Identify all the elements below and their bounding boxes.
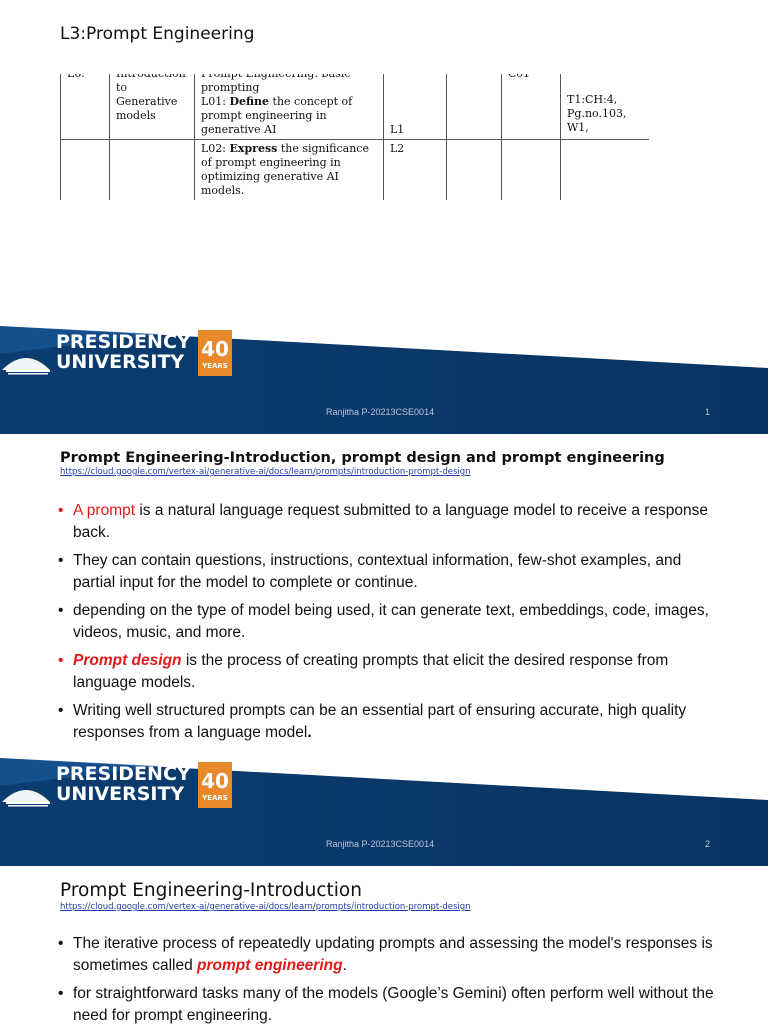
slide-title: Prompt Engineering-Introduction, prompt design and prompt engineering bbox=[60, 450, 665, 466]
logo-line2: UNIVERSITY bbox=[56, 783, 185, 805]
lo-verb: Express bbox=[229, 142, 278, 155]
university-logo bbox=[0, 326, 240, 382]
co-cell bbox=[502, 65, 561, 140]
topic-cell: to Generative models bbox=[110, 65, 195, 140]
slide-title: L3:Prompt Engineering bbox=[60, 24, 255, 44]
slide-2 bbox=[0, 434, 768, 866]
bullet-text: is a natural language request submitted to a language model to receive a response back. bbox=[73, 502, 709, 541]
content-cell bbox=[195, 65, 384, 140]
bullet-end: . bbox=[307, 723, 312, 741]
badge-word: YEARS bbox=[202, 794, 228, 802]
empty-cell bbox=[110, 140, 195, 201]
logo-line1: PRESIDENCY bbox=[56, 331, 191, 353]
badge-word: YEARS bbox=[202, 362, 228, 370]
list-item: • depending on the type of model being used, it can generate text, embeddings, code, images, videos, music, and more. bbox=[58, 602, 709, 641]
list-item: • Writing well structured prompts can be an essential part of ensuring accurate, high quality responses from a language model. bbox=[58, 702, 687, 741]
empty-cell bbox=[447, 140, 502, 201]
term-prompt: A prompt bbox=[73, 502, 136, 519]
term-prompt-engineering: prompt engineering bbox=[197, 956, 343, 974]
bullet-text: The iterative process of repeatedly updating prompts and assessing the model's responses is sometimes called bbox=[73, 935, 713, 974]
reference-cell: T1:CH:4, Pg.no.103, W1, bbox=[567, 93, 627, 134]
lo-verb: Define bbox=[229, 95, 270, 108]
reference-link[interactable]: https://cloud.google.com/vertex-ai/generative-ai/docs/learn/prompts/introduction-prompt-design bbox=[60, 467, 471, 477]
slide-3 bbox=[0, 866, 768, 1024]
crop-mask bbox=[60, 62, 650, 74]
university-logo bbox=[0, 758, 240, 814]
empty-cell bbox=[61, 140, 110, 201]
bullet-list bbox=[58, 500, 718, 750]
page-number: 1 bbox=[704, 407, 710, 417]
content-heading: prompting bbox=[201, 81, 260, 94]
bullet-list bbox=[58, 933, 718, 1024]
bullet-end: . bbox=[342, 956, 347, 974]
list-item: • Prompt design is the process of creating prompts that elicit the desired response from language models. bbox=[58, 652, 669, 691]
bullet-text: is the process of creating prompts that elicit the desired response from language models. bbox=[73, 652, 669, 691]
empty-cell bbox=[502, 140, 561, 201]
level-cell: L2 bbox=[384, 140, 447, 201]
syllabus-table bbox=[60, 64, 649, 200]
table-row bbox=[61, 65, 650, 140]
level-cell: L1 bbox=[384, 65, 447, 140]
slide-title: Prompt Engineering-Introduction bbox=[60, 880, 362, 901]
bullet-text: for straightforward tasks many of the models (Google’s Gemini) often perform well without the need for prompt engineering. bbox=[73, 985, 714, 1024]
empty-cell bbox=[447, 65, 502, 140]
list-item: • They can contain questions, instructions, contextual information, few-shot examples, and partial input for the model to complete or continue. bbox=[58, 552, 682, 591]
content-cell bbox=[195, 140, 384, 201]
term-prompt-design: Prompt design bbox=[73, 652, 182, 669]
lo-text: the concept of prompt engineering in generative AI bbox=[201, 95, 353, 136]
reference-link[interactable]: https://cloud.google.com/vertex-ai/generative-ai/docs/learn/prompts/introduction-prompt-design bbox=[60, 902, 471, 912]
page-number: 2 bbox=[704, 839, 710, 849]
list-item: • A prompt is a natural language request submitted to a language model to receive a response back. bbox=[58, 502, 709, 541]
bullet-text: Writing well structured prompts can be an essential part of ensuring accurate, high quality responses from a language model bbox=[73, 702, 687, 741]
bullet-text: They can contain questions, instructions, contextual information, few-shot examples, and partial input for the model to complete or continue. bbox=[73, 552, 682, 591]
lo-id: L02: bbox=[201, 142, 230, 155]
logo-line1: PRESIDENCY bbox=[56, 763, 191, 785]
presenter-name: Ranjitha P-20213CSE0014 bbox=[326, 407, 435, 417]
badge-number: 40 bbox=[201, 769, 229, 793]
presenter-name: Ranjitha P-20213CSE0014 bbox=[326, 839, 435, 849]
badge-number: 40 bbox=[201, 337, 229, 361]
bullet-text: depending on the type of model being used, it can generate text, embeddings, code, images, videos, music, and more. bbox=[73, 602, 709, 641]
lo-id: L01: bbox=[201, 95, 230, 108]
empty-cell bbox=[561, 140, 650, 201]
lesson-cell bbox=[61, 65, 110, 140]
list-item: • The iterative process of repeatedly updating prompts and assessing the model's responses is sometimes called prompt engineering. bbox=[58, 935, 713, 974]
table-row bbox=[61, 140, 650, 201]
footer-banner bbox=[0, 758, 768, 866]
logo-line2: UNIVERSITY bbox=[56, 351, 185, 373]
lo-text: the significance of prompt engineering in optimizing generative AI models. bbox=[201, 142, 369, 197]
slide-1 bbox=[0, 0, 768, 434]
footer-banner bbox=[0, 326, 768, 434]
list-item: • for straightforward tasks many of the models (Google’s Gemini) often perform well without the need for prompt engineering. bbox=[58, 985, 714, 1024]
